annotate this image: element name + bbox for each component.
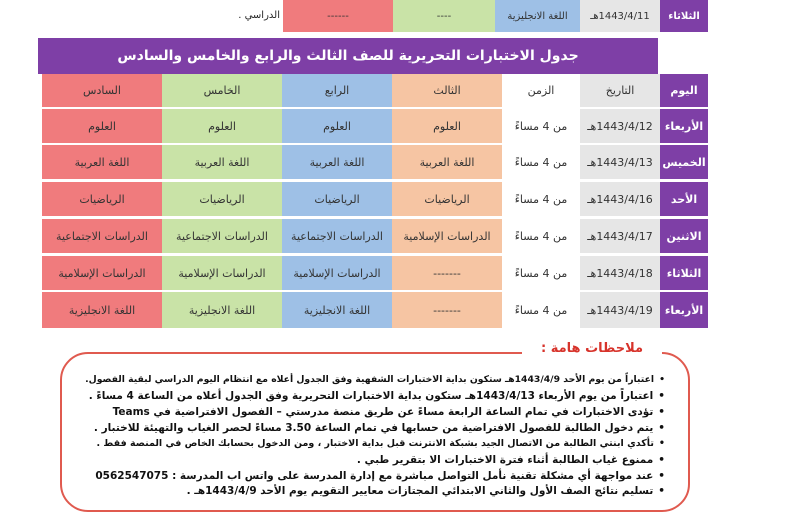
cell-time: من 4 مساءً (502, 182, 580, 216)
cell-day: الأربعاء (660, 292, 708, 328)
cell-time: من 4 مساءً (502, 219, 580, 253)
cell-grade6: اللغة الانجليزية (42, 292, 162, 328)
cell-grade3: ------- (392, 292, 502, 328)
note-line: • ممنوع غياب الطالبة أثناء فترة الاختبارات الا بتقرير طبي . (357, 454, 665, 466)
top-cell-c5: ---- (393, 0, 495, 32)
cell-grade6: الرياضيات (42, 182, 162, 216)
top-cell-english: اللغة الانجليزية (495, 0, 580, 32)
header-grade4: الرابع (282, 74, 392, 107)
header-grade5: الخامس (162, 74, 282, 107)
cell-day: الأحد (660, 182, 708, 216)
cell-time: من 4 مساءً (502, 256, 580, 290)
cell-grade4: الدراسات الإسلامية (282, 256, 392, 290)
cell-grade3: ------- (392, 256, 502, 290)
cell-date: 1443/4/13هـ (580, 145, 660, 179)
header-time: الزمن (502, 74, 580, 107)
note-line: • تسليم نتائج الصف الأول والثاني الابتدائي المجتازات معايير التقويم يوم الأحد 1443/4/9هـ . (187, 485, 665, 497)
cell-day: الثلاثاء (660, 256, 708, 290)
cell-grade6: الدراسات الاجتماعية (42, 219, 162, 253)
cell-grade5: الدراسات الاجتماعية (162, 219, 282, 253)
header-day: اليوم (660, 74, 708, 107)
cell-date: 1443/4/12هـ (580, 109, 660, 143)
header-grade6: السادس (42, 74, 162, 107)
cell-time: من 4 مساءً (502, 109, 580, 143)
cell-grade5: اللغة الانجليزية (162, 292, 282, 328)
cell-grade5: الدراسات الإسلامية (162, 256, 282, 290)
top-cell-day: الثلاثاء (660, 0, 708, 32)
cell-date: 1443/4/19هـ (580, 292, 660, 328)
notes-title: ملاحظات هامة : (522, 337, 662, 359)
header-grade3: الثالث (392, 74, 502, 107)
cell-grade6: العلوم (42, 109, 162, 143)
cell-date: 1443/4/16هـ (580, 182, 660, 216)
cell-grade3: العلوم (392, 109, 502, 143)
cell-time: من 4 مساءً (502, 292, 580, 328)
note-line: • تؤدى الاختبارات في تمام الساعة الرابعة مساءً عن طريق منصة مدرستي – الفصول الافتراضية في Teams (113, 406, 665, 418)
cell-grade5: الرياضيات (162, 182, 282, 216)
cell-time: من 4 مساءً (502, 145, 580, 179)
header-date: التاريخ (580, 74, 660, 107)
cell-grade3: اللغة العربية (392, 145, 502, 179)
note-line: • تأكدي ابنتي الطالبة من الاتصال الجيد بشبكة الانترنت قبل بداية الاختبار ، ومن الدخول بحسابك الخاص في المنصة فقط . (97, 438, 665, 449)
cell-day: الخميس (660, 145, 708, 179)
cell-grade4: العلوم (282, 109, 392, 143)
note-line: • عند مواجهة أي مشكلة تقنية نأمل التواصل مباشرة مع إدارة المدرسة على واتس اب المدرسة : 0562547075 (95, 470, 665, 482)
cell-grade4: الدراسات الاجتماعية (282, 219, 392, 253)
top-cell-date: 1443/4/11هـ (580, 0, 660, 32)
cell-grade3: الدراسات الإسلامية (392, 219, 502, 253)
cell-grade4: اللغة العربية (282, 145, 392, 179)
cell-day: الاثنين (660, 219, 708, 253)
note-line: • اعتباراً من يوم الأربعاء 1443/4/13هـ ستكون بداية الاختبارات التحريرية وفق الجدول أعلاه من الساعة 4 مساءً . (89, 390, 665, 402)
cell-grade4: الرياضيات (282, 182, 392, 216)
cell-grade3: الرياضيات (392, 182, 502, 216)
note-line: • اعتباراً من يوم الأحد 1443/4/9هـ ستكون بداية الاختبارات الشفهية وفق الجدول أعلاه مع انتظام اليوم الدراسي لبقية الفصول. (85, 374, 665, 385)
cell-grade4: اللغة الانجليزية (282, 292, 392, 328)
previous-note-fragment: الدراسي . (70, 0, 280, 30)
cell-grade6: الدراسات الإسلامية (42, 256, 162, 290)
top-cell-c6: ------ (283, 0, 393, 32)
cell-grade6: اللغة العربية (42, 145, 162, 179)
cell-date: 1443/4/18هـ (580, 256, 660, 290)
note-line: • يتم دخول الطالبة للفصول الافتراضية من حسابها في تمام الساعة 3.50 مساءً لحصر الغياب والتهيئة للاختبار . (94, 422, 665, 434)
cell-date: 1443/4/17هـ (580, 219, 660, 253)
cell-grade5: اللغة العربية (162, 145, 282, 179)
schedule-banner-title: جدول الاختبارات التحريرية للصف الثالث والرابع والخامس والسادس (38, 38, 658, 74)
cell-day: الأربعاء (660, 109, 708, 143)
cell-grade5: العلوم (162, 109, 282, 143)
